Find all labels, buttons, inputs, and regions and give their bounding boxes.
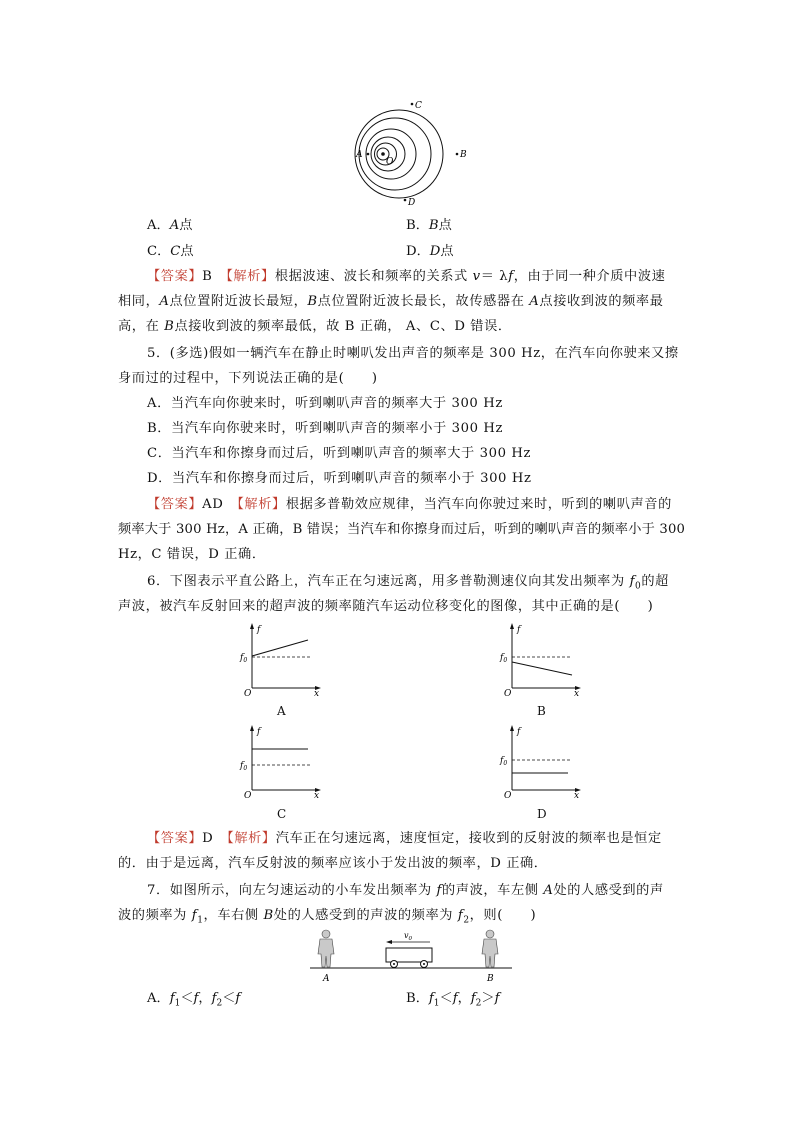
q5-stem-line-1: 5．(多选)假如一辆汽车在静止时喇叭发出声音的频率是 300 Hz，在汽车向你驶来又擦 <box>147 346 679 361</box>
svg-text:x: x <box>314 791 320 800</box>
svg-text:f: f <box>517 727 521 737</box>
graph-c-caption: C <box>277 807 287 821</box>
label-o: O <box>386 157 394 167</box>
svg-text:O: O <box>244 791 252 800</box>
point-c-dot <box>411 103 414 106</box>
label-d: D <box>408 198 416 208</box>
person-b <box>482 930 498 967</box>
q5-answer-line-2: 频率大于 300 Hz，A 正确，B 错误；当汽车和你擦身而过后，听到的喇叭声音的频率小于 300 <box>118 522 686 537</box>
graph-b-caption: B <box>537 704 546 718</box>
svg-text:O: O <box>244 689 252 698</box>
point-d-dot <box>404 199 407 202</box>
svg-text:f: f <box>257 727 261 737</box>
graph-d-caption: D <box>537 807 547 821</box>
label-b: B <box>460 150 467 160</box>
svg-text:O: O <box>504 791 512 800</box>
label-c: C <box>415 101 422 111</box>
q4-option-c: C．C点 <box>147 244 194 259</box>
label-a: A <box>356 150 363 160</box>
car-figure <box>308 926 514 988</box>
q6-answer-line-2: 的．由于是远离，汽车反射波的频率应该小于发出波的频率，D 正确． <box>118 856 548 871</box>
q5-answer-line-1: 【答案】AD 【解析】根据多普勒效应规律，当汽车向你驶过来时，听到的喇叭声音的 <box>147 497 672 512</box>
svg-text:f: f <box>257 625 261 635</box>
graph-a <box>238 620 324 698</box>
q7-option-a: A．$f_1<f$，$f_2<f$ <box>147 991 241 1009</box>
q5-option-a: A．当汽车向你驶来时，听到喇叭声音的频率大于 300 Hz <box>147 396 503 411</box>
q4-option-d: D．D点 <box>406 244 454 259</box>
graph-a-caption: A <box>277 704 286 718</box>
svg-text:f0: $f_0$ <box>500 653 508 664</box>
svg-text:x: x <box>574 689 580 698</box>
q7-option-b: B．$f_1<f$，$f_2>f$ <box>406 991 500 1009</box>
cart <box>386 948 432 962</box>
graph-d <box>498 722 584 800</box>
q5-answer-line-3: Hz，C 错误，D 正确． <box>118 547 266 562</box>
svg-text:x: x <box>314 689 320 698</box>
svg-text:O: O <box>504 689 512 698</box>
point-b-dot <box>456 153 459 156</box>
svg-text:f0: $f_0$ <box>240 653 248 664</box>
label-person-a: A <box>323 974 330 984</box>
svg-text:f0: $f_0$ <box>500 756 508 767</box>
graph-a-curve <box>252 640 308 656</box>
q4-answer-line-2: 相同，A点位置附近波长最短，B点位置附近波长最长，故传感器在 A点接收到波的频率最 <box>118 294 664 309</box>
circle-2 <box>359 118 431 190</box>
graph-b-curve <box>512 662 572 675</box>
wave-circles-figure <box>350 98 470 210</box>
source-dot <box>381 152 385 156</box>
svg-text:f0: $f_0$ <box>240 761 248 772</box>
svg-text:x: x <box>574 791 580 800</box>
q6-stem-line-1: 6．下图表示平直公路上，汽车正在匀速远离，用多普勒测速仪向其发出频率为 $f_0$的超 <box>147 574 669 592</box>
point-a-dot <box>367 153 370 156</box>
q6-stem-line-2: 声波，被汽车反射回来的超声波的频率随汽车运动位移变化的图像，其中正确的是( ) <box>118 599 654 614</box>
q4-option-a: A．A点 <box>147 218 193 233</box>
circle-3 <box>366 129 416 179</box>
label-person-b: B <box>487 974 494 984</box>
svg-text:v0: $v_0$ <box>404 931 413 942</box>
q4-option-b: B．B点 <box>406 218 452 233</box>
graph-b <box>498 620 584 698</box>
graph-c <box>238 722 324 800</box>
q5-option-c: C．当汽车和你擦身而过后，听到喇叭声音的频率大于 300 Hz <box>147 446 532 461</box>
q7-stem-line-2: 波的频率为 $f_1$，车右侧 B处的人感受到的声波的频率为 $f_2$，则( ) <box>118 908 537 926</box>
svg-text:f: f <box>517 625 521 635</box>
person-a <box>318 930 334 967</box>
q5-option-d: D．当汽车和你擦身而过后，听到喇叭声音的频率小于 300 Hz <box>147 471 532 486</box>
q4-answer-line-3: 高，在 B点接收到波的频率最低，故 B 正确， A、C、D 错误． <box>118 319 512 334</box>
q7-stem-line-1: 7．如图所示，向左匀速运动的小车发出频率为 f的声波，车左侧 A处的人感受到的声 <box>147 883 664 898</box>
q5-stem-line-2: 身而过的过程中，下列说法正确的是( ) <box>118 371 378 386</box>
q6-answer-line-1: 【答案】D 【解析】汽车正在匀速远离，速度恒定，接收到的反射波的频率也是恒定 <box>147 831 662 846</box>
q5-option-b: B．当汽车向你驶来时，听到喇叭声音的频率小于 300 Hz <box>147 421 504 436</box>
q4-answer-line-1: 【答案】B 【解析】根据波速、波长和频率的关系式 v＝ λf，由于同一种介质中波速 <box>147 269 666 284</box>
